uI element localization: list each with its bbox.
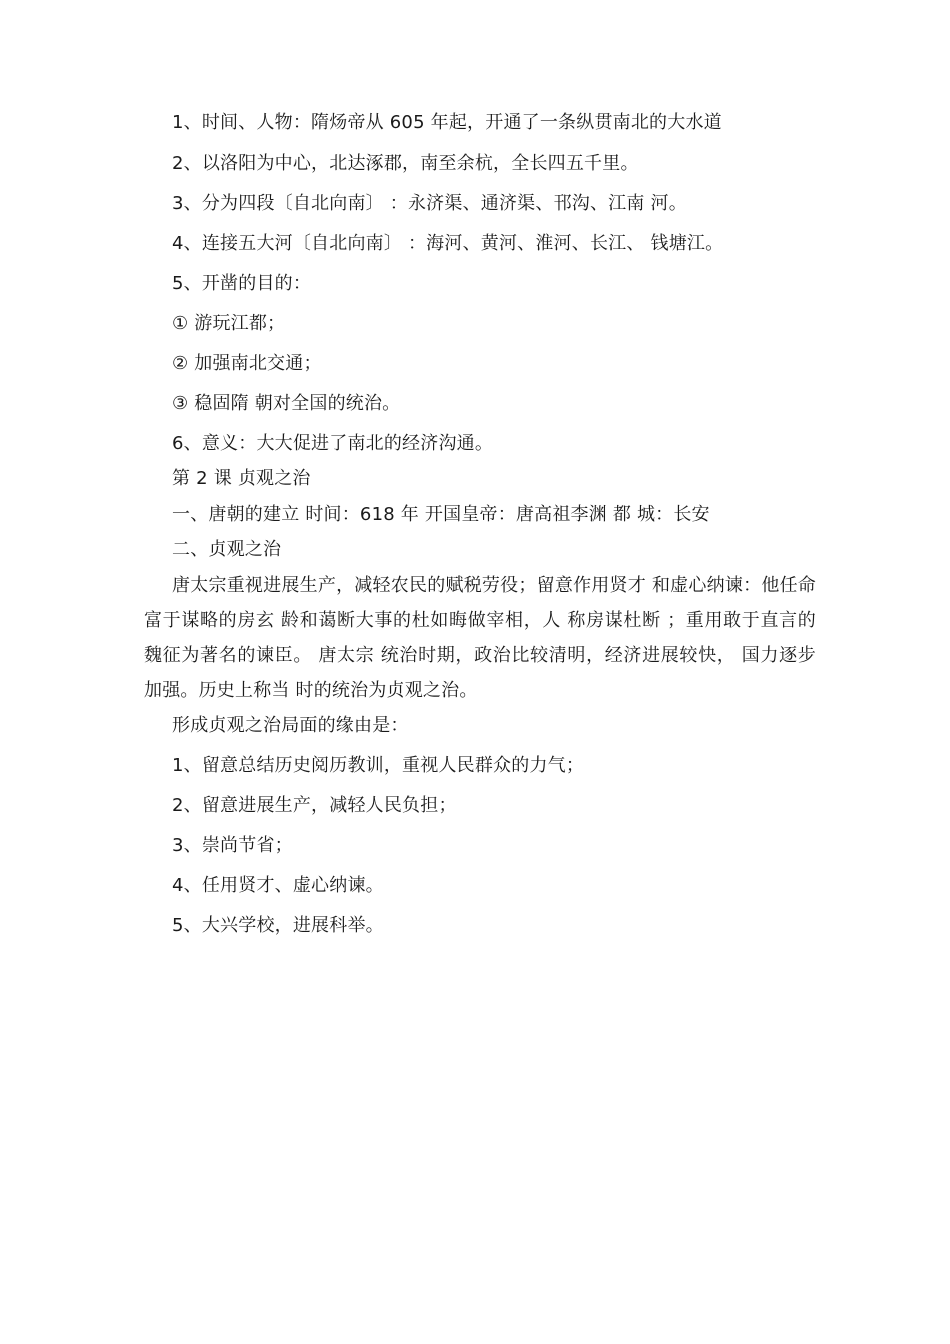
- tang-founding: 一、唐朝的建立 时间：618 年 开国皇帝：唐高祖李渊 都 城：长安: [172, 504, 710, 525]
- reason-item: 4、任用贤才、虚心纳谏。: [172, 875, 384, 896]
- canal-sections: 3、分为四段〔自北向南〕 ：永济渠、通济渠、邗沟、江南 河。: [172, 193, 687, 214]
- purpose-item: ② 加强南北交通；: [172, 353, 322, 374]
- section-heading: 二、贞观之治: [172, 539, 282, 560]
- purpose-item: ③ 稳固隋 朝对全国的统治。: [172, 393, 401, 414]
- canal-rivers: 4、连接五大河〔自北向南〕 ：海河、黄河、淮河、长江、 钱塘江。: [172, 233, 724, 254]
- reasons-intro: 形成贞观之治局面的缘由是：: [172, 715, 409, 736]
- reason-item: 3、崇尚节省；: [172, 835, 293, 856]
- canal-purpose-heading: 5、开凿的目的：: [172, 273, 312, 294]
- canal-significance: 6、意义：大大促进了南北的经济沟通。: [172, 433, 494, 454]
- reason-item: 2、留意进展生产，减轻人民负担；: [172, 795, 457, 816]
- canal-route: 2、以洛阳为中心，北达涿郡，南至余杭，全长四五千里。: [172, 153, 639, 174]
- lesson-title: 第 2 课 贞观之治: [172, 468, 311, 489]
- reason-item: 5、大兴学校，进展科举。: [172, 915, 384, 936]
- zhenguan-paragraph: 唐太宗重视进展生产，减轻农民的赋税劳役；留意作用贤才 和虚心纳谏：他任命富于谋略的房玄 龄和蔼断大事的杜如晦做宰相，人 称房谋杜断 ；重用敢于直言的魏征为著名的谏臣。 唐太宗 统治时期，政治比较清明，经济进展较快， 国力逐步加强。历史上称当 时的统治为贞观之治。: [144, 575, 816, 701]
- purpose-item: ① 游玩江都；: [172, 313, 286, 334]
- reason-item: 1、留意总结历史阅历教训，重视人民群众的力气；: [172, 755, 585, 776]
- canal-time-figure: 1、时间、人物：隋炀帝从 605 年起，开通了一条纵贯南北的大水道: [172, 112, 722, 133]
